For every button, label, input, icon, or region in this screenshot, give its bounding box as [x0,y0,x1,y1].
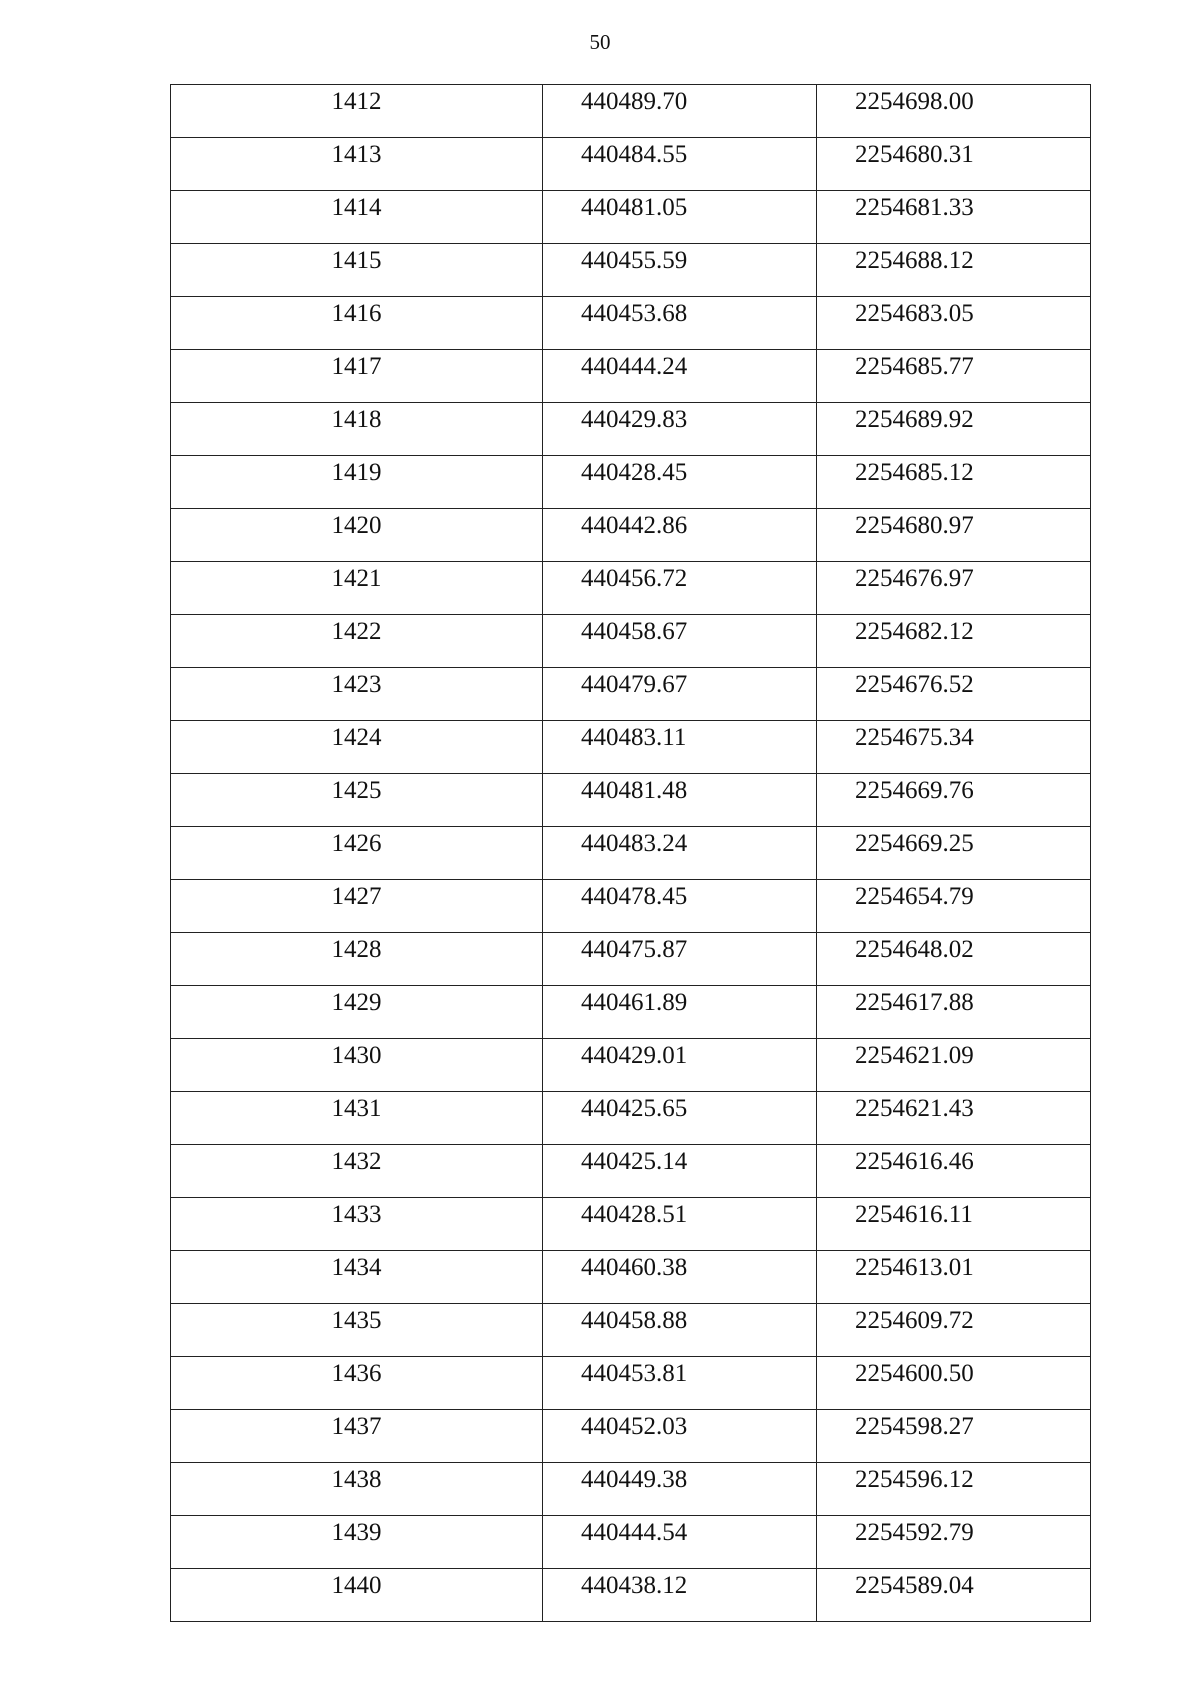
x-coordinate-cell [543,85,817,138]
cell-text: 1430 [331,1042,382,1069]
cell-text: 440478.45 [581,883,688,910]
cell-text: 440475.87 [581,936,688,963]
cell-text: 1418 [331,406,382,433]
cell-text: 1434 [331,1254,382,1281]
cell-text: 2254648.02 [855,936,974,963]
cell-text: 1423 [331,671,382,698]
x-coordinate-cell [543,138,817,191]
x-coordinate-cell [543,986,817,1039]
table-row [171,1304,1091,1357]
cell-text: 1421 [331,565,382,592]
cell-text: 1428 [331,936,382,963]
point-number-cell [171,1463,543,1516]
y-coordinate-cell [817,880,1091,933]
cell-text: 440438.12 [581,1572,688,1599]
page-number: 50 [589,30,611,54]
cell-text: 1419 [331,459,382,486]
x-coordinate-cell [543,827,817,880]
cell-text: 1414 [331,194,382,221]
y-coordinate-cell [817,85,1091,138]
cell-text: 440425.65 [581,1095,688,1122]
table-row [171,986,1091,1039]
cell-text: 2254621.43 [855,1095,974,1122]
cell-text: 1415 [331,247,382,274]
cell-text: 2254613.01 [855,1254,974,1281]
y-coordinate-cell [817,1039,1091,1092]
cell-text: 440479.67 [581,671,688,698]
cell-text: 1416 [331,300,382,327]
y-coordinate-cell [817,244,1091,297]
point-number-cell [171,1410,543,1463]
table-row [171,721,1091,774]
table-row [171,403,1091,456]
point-number-cell [171,1304,543,1357]
table-row [171,244,1091,297]
x-coordinate-cell [543,509,817,562]
cell-text: 1413 [331,141,382,168]
table-row [171,827,1091,880]
cell-text: 2254675.34 [855,724,974,751]
cell-text: 2254669.76 [855,777,974,804]
cell-text: 1431 [331,1095,382,1122]
cell-text: 1433 [331,1201,382,1228]
y-coordinate-cell [817,350,1091,403]
cell-text: 2254698.00 [855,88,974,115]
x-coordinate-cell [543,403,817,456]
table-row [171,562,1091,615]
cell-text: 2254596.12 [855,1466,974,1493]
cell-text: 2254592.79 [855,1519,974,1546]
y-coordinate-cell [817,986,1091,1039]
table-row [171,880,1091,933]
cell-text: 2254688.12 [855,247,974,274]
point-number-cell [171,403,543,456]
cell-text: 440456.72 [581,565,688,592]
cell-text: 1412 [331,88,382,115]
x-coordinate-cell [543,297,817,350]
point-number-cell [171,85,543,138]
table-row [171,933,1091,986]
table-row [171,1569,1091,1622]
y-coordinate-cell [817,191,1091,244]
table-row [171,1516,1091,1569]
cell-text: 440489.70 [581,88,688,115]
point-number-cell [171,562,543,615]
y-coordinate-cell [817,403,1091,456]
cell-text: 440428.51 [581,1201,688,1228]
x-coordinate-cell [543,1357,817,1410]
cell-text: 440444.54 [581,1519,688,1546]
x-coordinate-cell [543,1198,817,1251]
cell-text: 440484.55 [581,141,688,168]
cell-text: 2254685.12 [855,459,974,486]
cell-text: 440483.11 [581,724,687,751]
x-coordinate-cell [543,562,817,615]
table-row [171,85,1091,138]
y-coordinate-cell [817,615,1091,668]
point-number-cell [171,880,543,933]
cell-text: 1426 [331,830,382,857]
table-row [171,615,1091,668]
y-coordinate-cell [817,1410,1091,1463]
x-coordinate-cell [543,721,817,774]
cell-text: 2254681.33 [855,194,974,221]
x-coordinate-cell [543,668,817,721]
cell-text: 1422 [331,618,382,645]
table-row [171,350,1091,403]
x-coordinate-cell [543,1516,817,1569]
point-number-cell [171,1251,543,1304]
point-number-cell [171,1198,543,1251]
point-number-cell [171,615,543,668]
y-coordinate-cell [817,933,1091,986]
point-number-cell [171,827,543,880]
cell-text: 2254616.46 [855,1148,974,1175]
cell-text: 1439 [331,1519,382,1546]
table-row [171,668,1091,721]
cell-text: 1429 [331,989,382,1016]
point-number-cell [171,1569,543,1622]
cell-text: 440444.24 [581,353,688,380]
y-coordinate-cell [817,668,1091,721]
cell-text: 2254685.77 [855,353,974,380]
cell-text: 440442.86 [581,512,688,539]
cell-text: 2254689.92 [855,406,974,433]
cell-text: 2254669.25 [855,830,974,857]
cell-text: 440429.01 [581,1042,688,1069]
cell-text: 1425 [331,777,382,804]
y-coordinate-cell [817,138,1091,191]
cell-text: 440458.88 [581,1307,688,1334]
cell-text: 440429.83 [581,406,688,433]
x-coordinate-cell [543,1039,817,1092]
cell-text: 440425.14 [581,1148,688,1175]
point-number-cell [171,1357,543,1410]
point-number-cell [171,668,543,721]
point-number-cell [171,244,543,297]
coordinates-table-body [171,85,1091,1622]
cell-text: 2254676.52 [855,671,974,698]
table-row [171,1145,1091,1198]
cell-text: 1435 [331,1307,382,1334]
point-number-cell [171,1145,543,1198]
x-coordinate-cell [543,880,817,933]
x-coordinate-cell [543,1251,817,1304]
table-row [171,456,1091,509]
point-number-cell [171,721,543,774]
x-coordinate-cell [543,933,817,986]
cell-text: 440449.38 [581,1466,688,1493]
x-coordinate-cell [543,774,817,827]
y-coordinate-cell [817,297,1091,350]
point-number-cell [171,933,543,986]
table-row [171,1039,1091,1092]
y-coordinate-cell [817,1569,1091,1622]
cell-text: 2254621.09 [855,1042,974,1069]
cell-text: 2254589.04 [855,1572,974,1599]
cell-text: 2254654.79 [855,883,974,910]
cell-text: 440452.03 [581,1413,688,1440]
cell-text: 1417 [331,353,382,380]
cell-text: 440481.05 [581,194,688,221]
point-number-cell [171,350,543,403]
y-coordinate-cell [817,1357,1091,1410]
point-number-cell [171,509,543,562]
table-row [171,1463,1091,1516]
point-number-cell [171,1092,543,1145]
cell-text: 440461.89 [581,989,688,1016]
y-coordinate-cell [817,827,1091,880]
cell-text: 440458.67 [581,618,688,645]
y-coordinate-cell [817,774,1091,827]
cell-text: 440453.81 [581,1360,688,1387]
cell-text: 1438 [331,1466,382,1493]
y-coordinate-cell [817,1145,1091,1198]
cell-text: 2254609.72 [855,1307,974,1334]
y-coordinate-cell [817,509,1091,562]
cell-text: 1432 [331,1148,382,1175]
x-coordinate-cell [543,191,817,244]
table-row [171,1410,1091,1463]
y-coordinate-cell [817,1092,1091,1145]
table-row [171,191,1091,244]
y-coordinate-cell [817,1463,1091,1516]
table-row [171,774,1091,827]
point-number-cell [171,456,543,509]
table-row [171,1198,1091,1251]
table-row [171,1092,1091,1145]
cell-text: 440453.68 [581,300,688,327]
cell-text: 440483.24 [581,830,688,857]
x-coordinate-cell [543,1092,817,1145]
x-coordinate-cell [543,1569,817,1622]
point-number-cell [171,774,543,827]
cell-text: 2254682.12 [855,618,974,645]
point-number-cell [171,1516,543,1569]
point-number-cell [171,1039,543,1092]
cell-text: 440455.59 [581,247,688,274]
table-row [171,297,1091,350]
x-coordinate-cell [543,1463,817,1516]
point-number-cell [171,138,543,191]
y-coordinate-cell [817,1516,1091,1569]
y-coordinate-cell [817,562,1091,615]
cell-text: 1440 [331,1572,382,1599]
x-coordinate-cell [543,456,817,509]
point-number-cell [171,986,543,1039]
cell-text: 2254680.97 [855,512,974,539]
cell-text: 440481.48 [581,777,688,804]
cell-text: 1420 [331,512,382,539]
coordinates-table [170,84,1091,1622]
cell-text: 2254598.27 [855,1413,974,1440]
y-coordinate-cell [817,721,1091,774]
point-number-cell [171,297,543,350]
y-coordinate-cell [817,1251,1091,1304]
cell-text: 2254683.05 [855,300,974,327]
x-coordinate-cell [543,615,817,668]
cell-text: 2254617.88 [855,989,974,1016]
x-coordinate-cell [543,1145,817,1198]
cell-text: 2254600.50 [855,1360,974,1387]
y-coordinate-cell [817,1198,1091,1251]
cell-text: 1427 [331,883,382,910]
y-coordinate-cell [817,1304,1091,1357]
point-number-cell [171,191,543,244]
cell-text: 2254616.11 [855,1201,973,1228]
x-coordinate-cell [543,1410,817,1463]
table-row [171,509,1091,562]
cell-text: 1436 [331,1360,382,1387]
cell-text: 2254680.31 [855,141,974,168]
x-coordinate-cell [543,244,817,297]
cell-text: 440460.38 [581,1254,688,1281]
cell-text: 440428.45 [581,459,688,486]
table-row [171,138,1091,191]
table-row [171,1251,1091,1304]
table-row [171,1357,1091,1410]
x-coordinate-cell [543,1304,817,1357]
cell-text: 1424 [331,724,382,751]
y-coordinate-cell [817,456,1091,509]
cell-text: 2254676.97 [855,565,974,592]
cell-text: 1437 [331,1413,382,1440]
x-coordinate-cell [543,350,817,403]
